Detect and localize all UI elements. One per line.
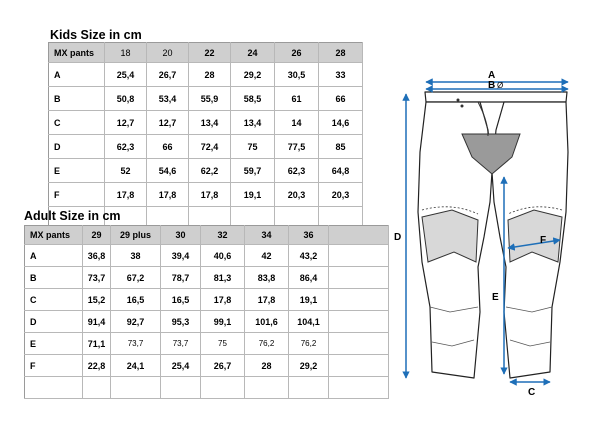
kids-cell: 61 [275,87,319,111]
adult-cell: 73,7 [83,267,111,289]
label-f: F [540,235,547,246]
kids-cell: 77,5 [275,135,319,159]
adult-cell: 42 [245,245,289,267]
adult-row-label: C [25,289,83,311]
kids-size-header: 24 [231,43,275,63]
kids-cell: 30,5 [275,63,319,87]
adult-cell: 25,4 [161,355,201,377]
adult-empty-row [25,377,389,399]
kids-cell: 85 [319,135,363,159]
adult-header-row [25,226,389,245]
adult-cell: 71,1 [83,333,111,355]
adult-cell: 104,1 [289,311,329,333]
adult-table-row [25,355,389,377]
adult-empty-cell [329,377,389,399]
kids-size-header: 18 [105,43,147,63]
adult-cell: 95,3 [161,311,201,333]
button-icon [461,105,464,108]
adult-cell: 39,4 [161,245,201,267]
adult-cell: 29,2 [289,355,329,377]
kids-cell: 20,3 [319,183,363,207]
kids-cell: 25,4 [105,63,147,87]
adult-cell: 43,2 [289,245,329,267]
adult-cell: 38 [111,245,161,267]
kids-cell: 72,4 [189,135,231,159]
adult-empty-cell [111,377,161,399]
adult-empty-cell [329,311,389,333]
adult-table-row [25,333,389,355]
adult-empty-header [329,226,389,245]
adult-cell: 86,4 [289,267,329,289]
adult-empty-cell [289,377,329,399]
kids-table-row [49,183,363,207]
kids-cell: 17,8 [189,183,231,207]
adult-cell: 26,7 [201,355,245,377]
adult-cell: 92,7 [111,311,161,333]
adult-empty-cell [329,333,389,355]
adult-empty-cell [329,355,389,377]
kids-row-label: D [49,135,105,159]
adult-cell: 17,8 [201,289,245,311]
adult-size-table [24,225,389,399]
adult-cell: 83,8 [245,267,289,289]
kids-cell: 12,7 [147,111,189,135]
button-icon [457,99,460,102]
adult-cell: 78,7 [161,267,201,289]
adult-cell: 101,6 [245,311,289,333]
adult-empty-cell [83,377,111,399]
kids-size-header: 26 [275,43,319,63]
kids-cell: 64,8 [319,159,363,183]
adult-cell: 28 [245,355,289,377]
adult-title: Adult Size in cm [24,209,121,223]
kids-header-label: MX pants [49,43,105,63]
kids-table-row [49,159,363,183]
adult-header-label: MX pants [25,226,83,245]
adult-cell: 16,5 [111,289,161,311]
kids-cell: 29,2 [231,63,275,87]
adult-empty-cell [329,289,389,311]
kids-cell: 26,7 [147,63,189,87]
kids-cell: 53,4 [147,87,189,111]
adult-cell: 22,8 [83,355,111,377]
adult-row-label: F [25,355,83,377]
kids-cell: 66 [319,87,363,111]
kids-size-header: 28 [319,43,363,63]
kids-row-label: F [49,183,105,207]
adult-cell: 81,3 [201,267,245,289]
label-e: E [492,292,499,303]
kids-cell: 52 [105,159,147,183]
kids-cell: 12,7 [105,111,147,135]
adult-row-label: E [25,333,83,355]
label-d: D [394,232,402,243]
kids-cell: 14 [275,111,319,135]
kids-table-row [49,63,363,87]
kids-cell: 20,3 [275,183,319,207]
adult-row-label: D [25,311,83,333]
adult-cell: 99,1 [201,311,245,333]
adult-size-header: 30 [161,226,201,245]
adult-empty-cell [329,245,389,267]
adult-table-row [25,311,389,333]
adult-cell: 24,1 [111,355,161,377]
kids-size-header: 22 [189,43,231,63]
adult-empty-cell [329,267,389,289]
adult-cell: 73,7 [111,333,161,355]
adult-cell: 15,2 [83,289,111,311]
adult-cell: 91,4 [83,311,111,333]
adult-table-row [25,267,389,289]
adult-table-row [25,245,389,267]
kids-row-label: A [49,63,105,87]
kids-cell: 55,9 [189,87,231,111]
kids-cell: 62,3 [105,135,147,159]
adult-empty-cell [245,377,289,399]
kids-cell: 54,6 [147,159,189,183]
adult-table-row [25,289,389,311]
kids-cell: 50,8 [105,87,147,111]
adult-cell: 75 [201,333,245,355]
adult-cell: 16,5 [161,289,201,311]
label-b: B [488,80,496,91]
adult-cell: 76,2 [245,333,289,355]
adult-cell: 17,8 [245,289,289,311]
kids-cell: 13,4 [231,111,275,135]
kids-size-table [48,42,363,231]
adult-row-label: B [25,267,83,289]
kids-cell: 33 [319,63,363,87]
adult-size-header: 29 [83,226,111,245]
kids-cell: 75 [231,135,275,159]
pants-diagram [392,62,592,402]
adult-cell: 40,6 [201,245,245,267]
label-a: A [488,70,496,81]
kids-header-row [49,43,363,63]
adult-size-header: 34 [245,226,289,245]
kids-cell: 19,1 [231,183,275,207]
adult-empty-cell [201,377,245,399]
kids-cell: 17,8 [147,183,189,207]
kids-cell: 28 [189,63,231,87]
kids-table-row [49,111,363,135]
kids-cell: 58,5 [231,87,275,111]
kids-cell: 62,2 [189,159,231,183]
kids-title: Kids Size in cm [50,28,142,42]
adult-empty-cell [161,377,201,399]
label-c: C [528,387,536,398]
adult-empty-cell [25,377,83,399]
kids-size-header: 20 [147,43,189,63]
kids-row-label: E [49,159,105,183]
label-b-symbol: Ø [497,81,504,90]
adult-cell: 36,8 [83,245,111,267]
adult-cell: 76,2 [289,333,329,355]
adult-size-header: 36 [289,226,329,245]
kids-table-row [49,87,363,111]
adult-row-label: A [25,245,83,267]
kids-cell: 14,6 [319,111,363,135]
kids-cell: 59,7 [231,159,275,183]
adult-size-header: 29 plus [111,226,161,245]
kids-cell: 17,8 [105,183,147,207]
adult-cell: 19,1 [289,289,329,311]
adult-cell: 67,2 [111,267,161,289]
adult-size-header: 32 [201,226,245,245]
kids-cell: 13,4 [189,111,231,135]
adult-cell: 73,7 [161,333,201,355]
kids-cell: 66 [147,135,189,159]
kids-row-label: C [49,111,105,135]
kids-row-label: B [49,87,105,111]
kids-table-row [49,135,363,159]
kids-cell: 62,3 [275,159,319,183]
